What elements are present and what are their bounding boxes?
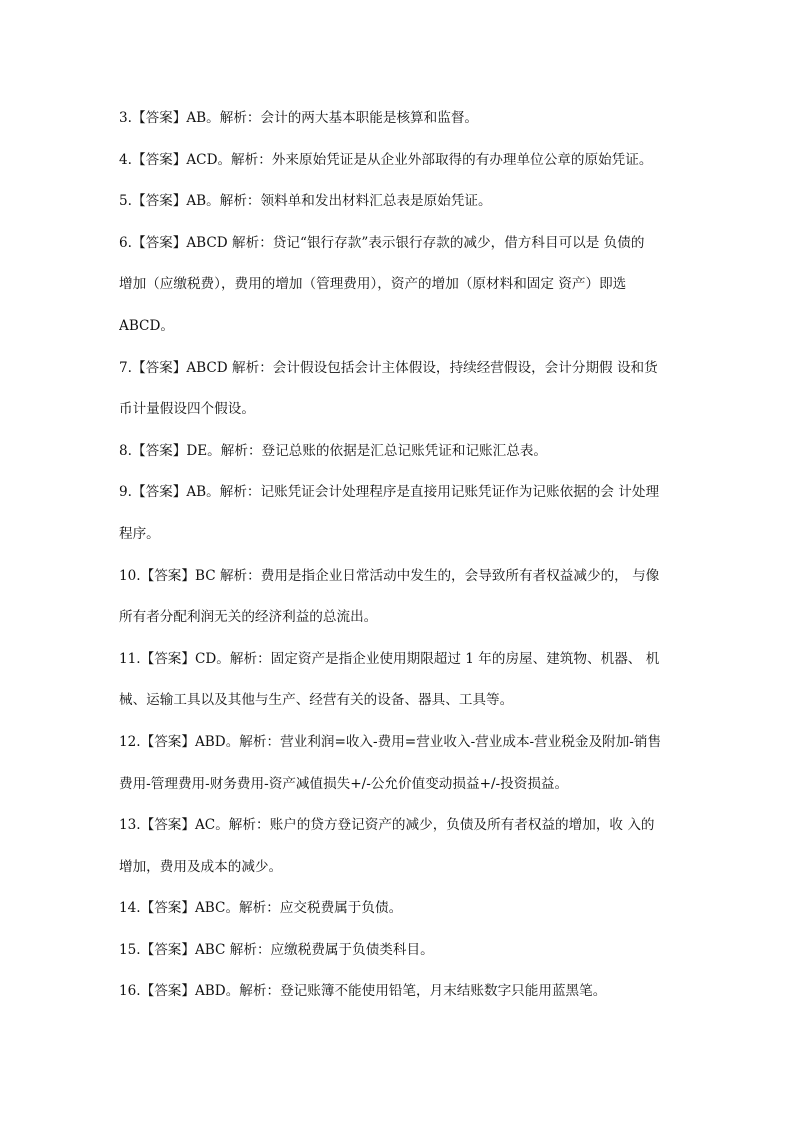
answer-line-13: 13.【答案】AC。解析：账户的贷方登记资产的减少，负债及所有者权益的增加，收 入的 xyxy=(119,817,655,834)
answer-line-6: 6.【答案】ABCD 解析：贷记“银行存款”表示银行存款的减少，借方科目可以是 负债的 xyxy=(119,234,645,251)
answer-line-4: 4.【答案】ACD。解析：外来原始凭证是从企业外部取得的有办理单位公章的原始凭证。 xyxy=(119,151,653,168)
answer-list xyxy=(119,104,679,1005)
answer-line-6-cont-2: ABCD。 xyxy=(119,317,174,334)
answer-line-16: 16.【答案】ABD。解析：登记账簿不能使用铅笔，月末结账数字只能用蓝黑笔。 xyxy=(119,983,607,1000)
answer-line-12: 12.【答案】ABD。解析：营业利润=收入-费用=营业收入-营业成本-营业税金及附加-销售 xyxy=(119,733,662,750)
answer-line-10-cont: 所有者分配利润无关的经济利益的总流出。 xyxy=(119,609,378,626)
answer-line-11: 11.【答案】CD。解析：固定资产是指企业使用期限超过 1 年的房屋、建筑物、机器、 机 xyxy=(119,650,660,667)
answer-line-3: 3.【答案】AB。解析：会计的两大基本职能是核算和监督。 xyxy=(119,110,479,126)
answer-line-7: 7.【答案】ABCD 解析：会计假设包括会计主体假设，持续经营假设，会计分期假 设和货 xyxy=(119,359,658,376)
answer-line-8: 8.【答案】DE。解析：登记总账的依据是汇总记账凭证和记账汇总表。 xyxy=(119,442,548,459)
answer-line-13-cont: 增加，费用及成本的减少。 xyxy=(119,858,283,875)
answer-line-12-cont: 费用-管理费用-财务费用-资产减值损失+/-公允价值变动损益+/-投资损益。 xyxy=(119,775,569,792)
answer-line-11-cont: 械、运输工具以及其他与生产、经营有关的设备、器具、工具等。 xyxy=(119,692,514,709)
answer-line-5: 5.【答案】AB。解析：领料单和发出材料汇总表是原始凭证。 xyxy=(119,193,492,210)
answer-line-9: 9.【答案】AB。解析：记账凭证会计处理程序是直接用记账凭证作为记账依据的会 计处理 xyxy=(119,484,660,501)
answer-line-10: 10.【答案】BC 解析：费用是指企业日常活动中发生的，会导致所有者权益减少的， 与像 xyxy=(119,567,660,584)
answer-line-9-cont: 程序。 xyxy=(119,525,160,542)
answer-line-6-cont-1: 增加（应缴税费），费用的增加（管理费用），资产的增加（原材料和固定 资产）即选 xyxy=(119,276,627,293)
answer-line-15: 15.【答案】ABC 解析：应缴税费属于负债类科目。 xyxy=(119,941,434,958)
answer-line-14: 14.【答案】ABC。解析：应交税费属于负债。 xyxy=(119,900,403,917)
answer-line-7-cont: 币计量假设四个假设。 xyxy=(119,401,255,418)
